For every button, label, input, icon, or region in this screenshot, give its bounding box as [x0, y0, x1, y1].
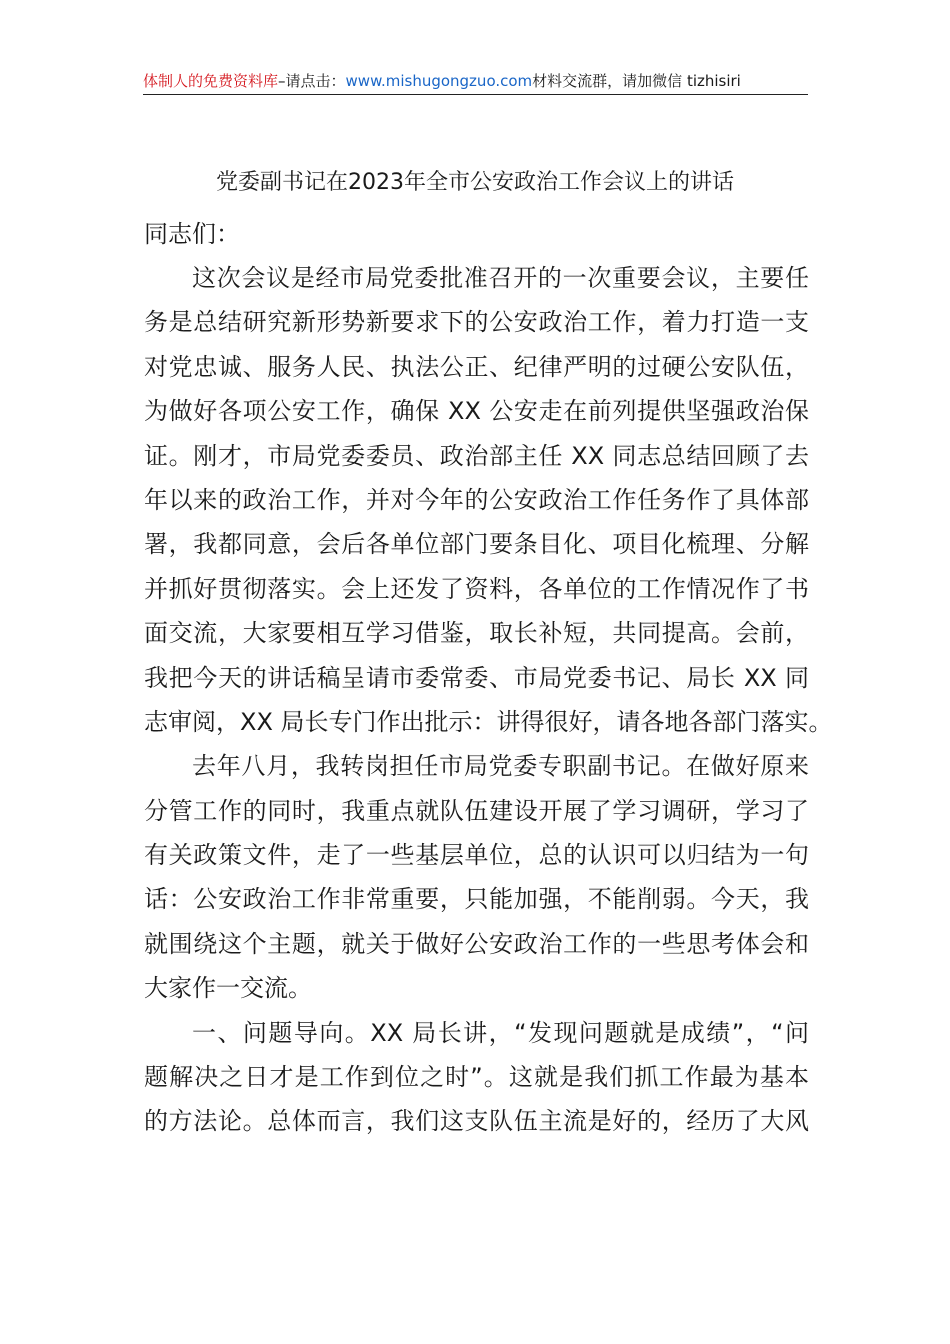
paragraph-3	[144, 1011, 809, 1144]
header-banner	[143, 70, 808, 92]
paragraph-1	[144, 256, 833, 744]
header-url-link[interactable]: www.mishugongzuo.com	[345, 72, 533, 90]
paragraph-line: 为做好各项公安工作，确保 XX 公安走在前列提供坚强政治保	[144, 397, 809, 426]
document-title: 党委副书记在2023年全市公安政治工作会议上的讲话	[216, 170, 734, 195]
paragraph-line: 话：公安政治工作非常重要，只能加强，不能削弱。今天，我	[144, 885, 809, 914]
paragraph-line: 有关政策文件，走了一些基层单位，总的认识可以归结为一句	[144, 841, 809, 870]
header-divider	[143, 94, 808, 95]
paragraph-line: 对党忠诚、服务人民、执法公正、纪律严明的过硬公安队伍，	[144, 352, 809, 381]
paragraph-line: 大家作一交流。	[144, 974, 312, 1003]
paragraph-line: 志审阅，XX 局长专门作出批示：讲得很好，请各地各部门落实。	[144, 707, 833, 736]
paragraph-line: 就围绕这个主题，就关于做好公安政治工作的一些思考体会和	[144, 929, 809, 958]
paragraph-line: 题解决之日才是工作到位之时”。这就是我们抓工作最为基本	[144, 1063, 809, 1092]
paragraph-line: 务是总结研究新形势新要求下的公安政治工作，着力打造一支	[144, 308, 809, 337]
paragraph-line: 去年八月，我转岗担任市局党委专职副书记。在做好原来	[192, 752, 809, 781]
salutation: 同志们：	[144, 220, 240, 248]
paragraph-line: 的方法论。总体而言，我们这支队伍主流是好的，经历了大风	[144, 1107, 809, 1136]
paragraph-line: 这次会议是经市局党委批准召开的一次重要会议，主要任	[192, 264, 809, 292]
paragraph-line: 分管工作的同时，我重点就队伍建设开展了学习调研，学习了	[144, 796, 809, 825]
paragraph-line: 面交流，大家要相互学习借鉴，取长补短，共同提高。会前，	[144, 619, 809, 648]
paragraph-line: 年以来的政治工作，并对今年的公安政治工作任务作了具体部	[144, 485, 809, 514]
paragraph-line: 我把今天的讲话稿呈请市委常委、市局党委书记、局长 XX 同	[144, 663, 809, 692]
paragraph-2	[144, 744, 809, 1010]
document-body	[144, 212, 833, 1144]
header-brand[interactable]: 体制人的免费资料库	[143, 72, 279, 90]
paragraph-line: 并抓好贯彻落实。会上还发了资料，各单位的工作情况作了书	[144, 574, 809, 603]
header-contact-text: 材料交流群，请加微信 tizhisiri	[532, 72, 741, 90]
paragraph-line: 证。刚才，市局党委委员、政治部主任 XX 同志总结回顾了去	[144, 441, 809, 470]
header-prompt: –请点击：	[278, 72, 346, 90]
paragraph-line: 署，我都同意，会后各单位部门要条目化、项目化梳理、分解	[144, 530, 809, 559]
paragraph-line: 一、问题导向。XX 局长讲，“发现问题就是成绩”，“问	[192, 1018, 809, 1047]
